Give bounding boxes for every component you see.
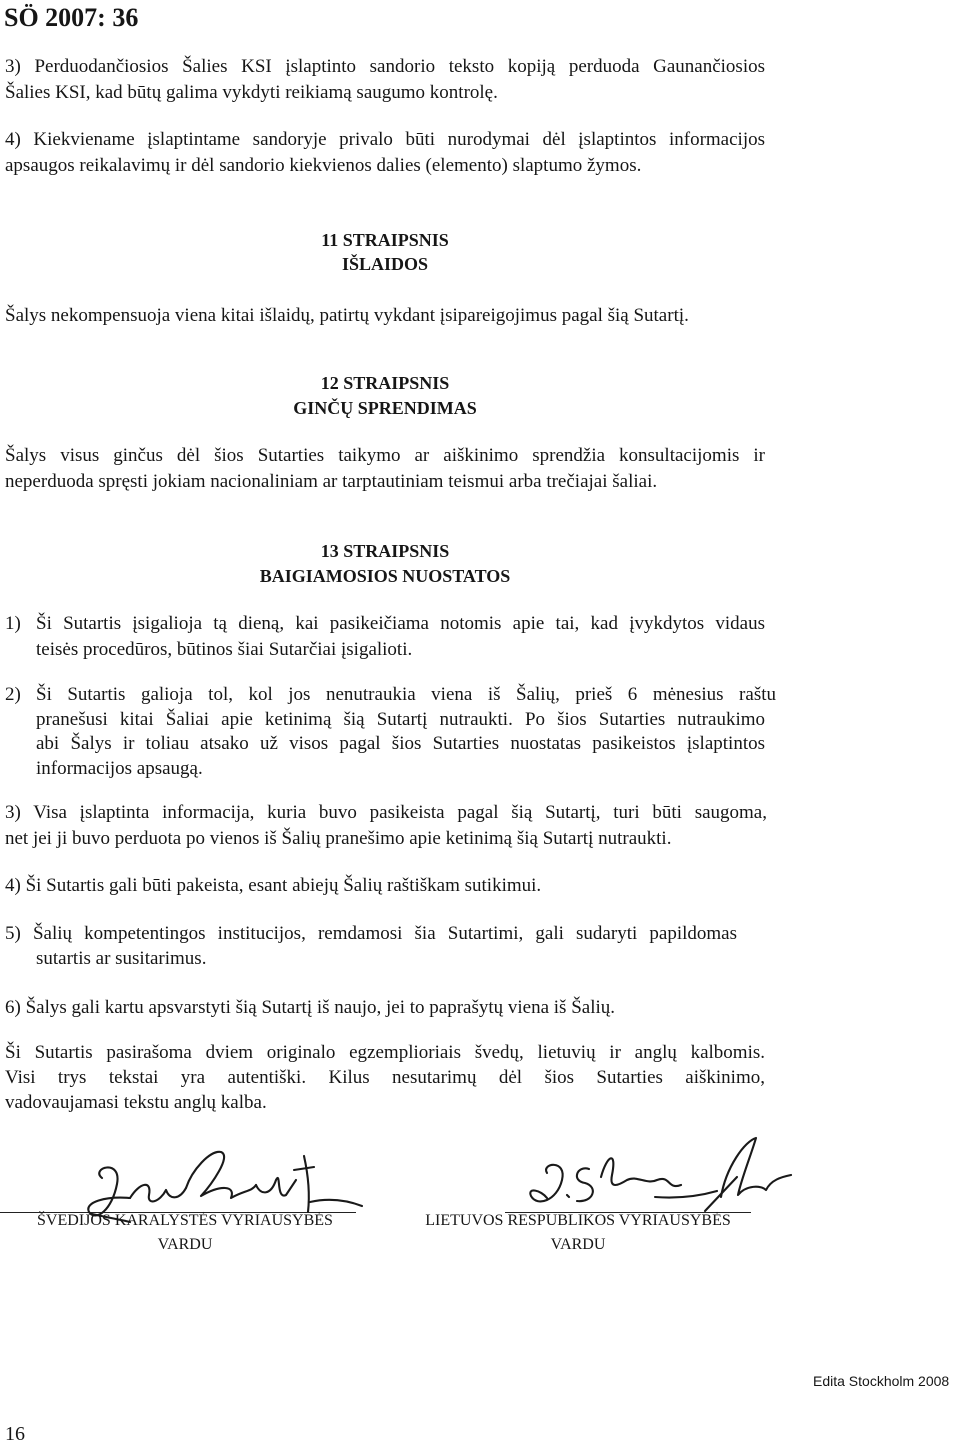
list-item-line: teisės procedūros, būtinos šiai Sutarčiai įsigalioti. bbox=[36, 639, 413, 660]
list-item-text: pranešusi kitai Šaliai apie ketinimą šią Sutartį nutraukti. Po šios Sutarties nutraukimo bbox=[36, 709, 765, 730]
list-item-marker: 1) bbox=[5, 613, 21, 634]
article-text-line bbox=[5, 445, 765, 467]
paragraph-4-line bbox=[5, 129, 765, 151]
paragraph-4-line: apsaugos reikalavimų ir dėl sandorio kiekvienos dalies (elemento) slaptumo žymos. bbox=[5, 155, 642, 176]
article-title: BAIGIAMOSIOS NUOSTATOS bbox=[259, 566, 511, 586]
list-item-text: 3) Visa įslaptinta informacija, kuria buvo pasikeista pagal šią Sutartį, turi būti saugoma, bbox=[5, 802, 767, 823]
article-title: GINČŲ SPRENDIMAS bbox=[293, 398, 477, 418]
paragraph-3-line: Šalies KSI, kad būtų galima vykdyti reikiamą saugumo kontrolę. bbox=[5, 82, 498, 103]
list-item-line: 6) Šalys gali kartu apsvarstyti šią Sutartį iš naujo, jei to paprašytų viena iš Šalių. bbox=[5, 997, 616, 1018]
list-item-line bbox=[36, 733, 765, 755]
signature-on-behalf-sweden: VARDU bbox=[157, 1236, 213, 1253]
article-text-line: neperduoda spręsti jokiam nacionaliniam ar tarptautiniam teismui arba trečiajai šaliai. bbox=[5, 471, 658, 492]
signature-label-lithuania: LIETUVOS RESPUBLIKOS VYRIAUSYBĖS bbox=[425, 1212, 731, 1229]
list-item-line: sutartis ar susitarimus. bbox=[36, 948, 207, 969]
closing-text: Ši Sutartis pasirašoma dviem originalo egzemplioriais švedų, lietuvių ir anglų kalbomis. bbox=[5, 1042, 765, 1063]
paragraph-3-line bbox=[5, 56, 765, 78]
article-number: 13 STRAIPSNIS bbox=[320, 541, 450, 561]
list-item-text: 5) Šalių kompetentingos institucijos, remdamosi šia Sutartimi, gali sudaryti papildomas bbox=[5, 923, 737, 944]
signature-on-behalf-lithuania: VARDU bbox=[550, 1236, 606, 1253]
list-item-text: Ši Sutartis įsigalioja tą dieną, kai pasikeičiama notomis apie tai, kad įvykdytos vidaus bbox=[36, 613, 765, 634]
list-item-line bbox=[5, 802, 767, 824]
list-item-line: net jei ji buvo perduota po vienos iš Šalių pranešimo apie ketinimą šią Sutartį nutraukti. bbox=[5, 828, 672, 849]
closing-text: Visi trys tekstai yra autentiški. Kilus nesutarimų dėl šios Sutarties aiškinimo, bbox=[5, 1067, 765, 1088]
list-item-line bbox=[36, 613, 765, 635]
list-item-line: 4) Ši Sutartis gali būti pakeista, esant abiejų Šalių raštiškam sutikimui. bbox=[5, 875, 542, 896]
signature-label-sweden: ŠVEDIJOS KARALYSTĖS VYRIAUSYBĖS bbox=[37, 1212, 333, 1229]
list-item-text: Ši Sutartis galioja tol, kol jos nenutraukia viena iš Šalių, prieš 6 mėnesius raštu bbox=[36, 684, 776, 705]
list-item-marker: 2) bbox=[5, 684, 21, 705]
article-text: Šalys visus ginčus dėl šios Sutarties taikymo ar aiškinimo sprendžia konsultacijomis ir bbox=[5, 445, 765, 466]
paragraph-4-text: 4) Kiekviename įslaptintame sandoryje privalo būti nurodymai dėl įslaptintos informacijos bbox=[5, 129, 765, 150]
list-item-line bbox=[5, 923, 737, 945]
closing-line: vadovaujamasi tekstu anglų kalba. bbox=[5, 1092, 267, 1113]
closing-line bbox=[5, 1042, 765, 1064]
article-title: IŠLAIDOS bbox=[341, 254, 429, 274]
article-number: 11 STRAIPSNIS bbox=[321, 230, 449, 250]
closing-line bbox=[5, 1067, 765, 1089]
page-number: 16 bbox=[5, 1423, 25, 1445]
article-text-line: Šalys nekompensuoja viena kitai išlaidų, patirtų vykdant įsipareigojimus pagal šią Sutartį. bbox=[5, 305, 689, 326]
publisher-imprint: Edita Stockholm 2008 bbox=[813, 1373, 950, 1389]
list-item-line bbox=[36, 709, 765, 731]
paragraph-3-text: 3) Perduodančiosios Šalies KSI įslaptinto sandorio teksto kopiją perduoda Gaunančiosios bbox=[5, 56, 765, 77]
list-item-line bbox=[36, 684, 776, 706]
list-item-text: abi Šalys ir toliau atsako už visos pagal šios Sutarties nuostatas pasikeistos įslaptintos bbox=[36, 733, 765, 754]
list-item-line: informacijos apsaugą. bbox=[36, 758, 203, 779]
page-title: SÖ 2007: 36 bbox=[4, 3, 139, 32]
article-number: 12 STRAIPSNIS bbox=[320, 373, 450, 393]
